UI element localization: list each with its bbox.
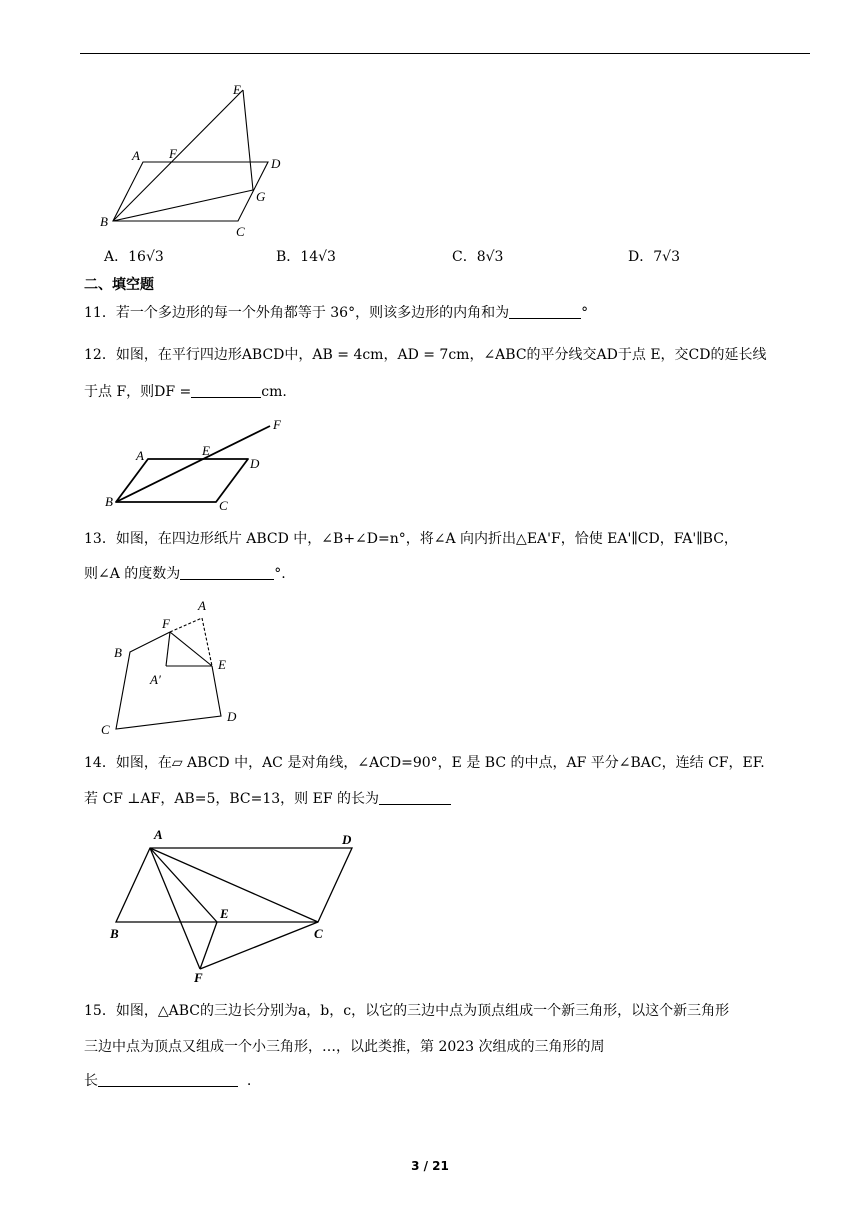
label-D: D — [250, 456, 260, 471]
answer-blank[interactable] — [98, 1072, 238, 1087]
question-15-line2: 三边中点为顶点又组成一个小三角形，…，以此类推，第 2023 次组成的三角形的周 — [84, 1039, 605, 1055]
option-b: B．14√3 — [276, 249, 336, 265]
label-E: E — [233, 82, 241, 97]
header-rule — [80, 53, 810, 54]
answer-blank[interactable] — [180, 565, 274, 580]
question-15-line1: 15．如图，△ABC的三边长分别为a，b，c，以它的三边中点为顶点组成一个新三角形，以这个新三角形 — [84, 1003, 730, 1019]
label-B: B — [100, 214, 108, 229]
option-d: D．7√3 — [628, 249, 680, 265]
label-A: A — [132, 148, 140, 163]
figure-q12 — [100, 415, 300, 515]
label-B: B — [105, 494, 113, 509]
label-C: C — [314, 926, 323, 941]
label-D: D — [271, 156, 281, 171]
label-E: E — [220, 906, 229, 921]
figure-q10 — [96, 78, 281, 240]
figure-q13 — [96, 594, 256, 744]
label-C: C — [101, 722, 110, 737]
label-A: A — [154, 827, 163, 842]
answer-blank[interactable] — [509, 304, 581, 319]
label-E: E — [218, 657, 226, 672]
label-B: B — [110, 926, 119, 941]
question-12-line2: 于点 F，则DF = cm. — [84, 384, 287, 400]
label-E: E — [202, 443, 210, 458]
question-13-line2: 则∠A 的度数为 °. — [84, 566, 286, 582]
option-a: A．16√3 — [104, 249, 164, 265]
question-14-line1: 14．如图，在▱ ABCD 中，AC 是对角线，∠ACD=90°，E 是 BC 的中点，AF 平分∠BAC，连结 CF，EF. — [84, 755, 765, 771]
label-B: B — [114, 645, 122, 660]
label-A-prime: A′ — [150, 672, 161, 687]
label-F: F — [162, 616, 170, 631]
label-A: A — [136, 448, 144, 463]
label-F: F — [194, 970, 203, 985]
label-D: D — [342, 832, 352, 847]
label-C: C — [219, 498, 228, 513]
label-G: G — [256, 189, 266, 204]
question-15-line3: 长 . — [84, 1073, 252, 1089]
label-A: A — [198, 598, 206, 613]
label-F: F — [169, 146, 177, 161]
answer-blank[interactable] — [379, 790, 451, 805]
question-14-line2: 若 CF ⊥AF，AB=5，BC=13，则 EF 的长为 — [84, 790, 451, 808]
label-F: F — [273, 417, 281, 432]
question-13-line1: 13．如图，在四边形纸片 ABCD 中，∠B+∠D=n°，将∠A 向内折出△EA'F，恰使 EA'∥CD，FA'∥BC， — [84, 531, 738, 547]
question-12-line1: 12．如图，在平行四边形ABCD中，AB = 4cm，AD = 7cm，∠ABC的平分线交AD于点 E，交CD的延长线 — [84, 347, 767, 363]
label-C: C — [236, 224, 245, 239]
figure-q14 — [100, 822, 370, 985]
question-11: 11．若一个多边形的每一个外角都等于 36°，则该多边形的内角和为 ° — [84, 305, 589, 321]
answer-blank[interactable] — [191, 383, 261, 398]
option-c: C．8√3 — [452, 249, 504, 265]
section-title: 二、填空题 — [84, 277, 154, 293]
label-D: D — [227, 709, 237, 724]
page-number: 3 / 21 — [411, 1159, 449, 1173]
